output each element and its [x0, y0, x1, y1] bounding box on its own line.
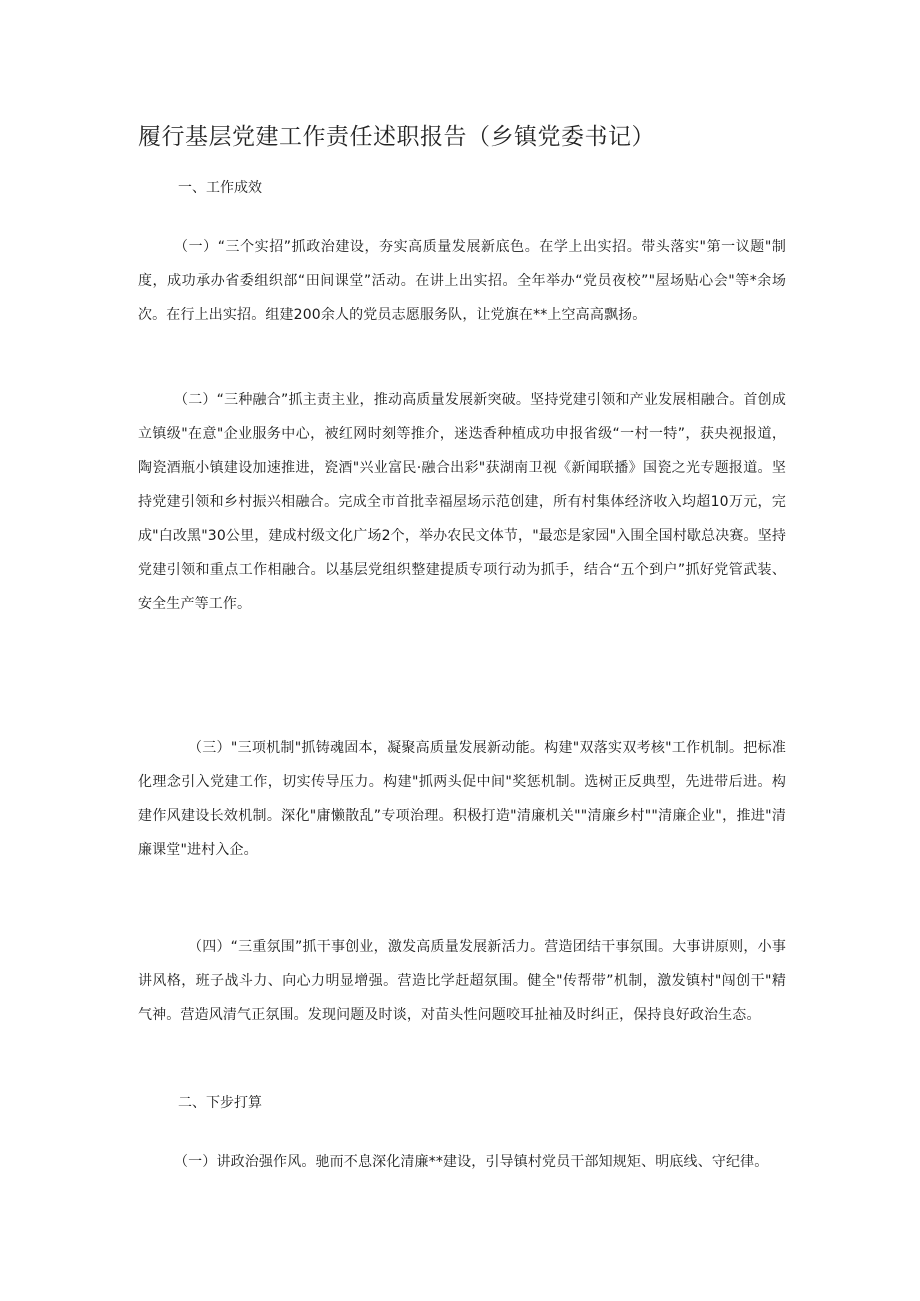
section-heading-results: 一、工作成效 [178, 180, 262, 196]
section-heading-next-steps: 二、下步打算 [178, 1095, 262, 1111]
paragraph-2-main-responsibility: （二）“三种融合”抓主责主业，推动高质量发展新突破。坚持党建引领和产业发展相融合。首创成立镇级"在意"企业服务中心，被红网时刻等推介，迷迭香种植成功申报省级“一村一特”，获央视报道，陶瓷酒瓶小镇建设加速推进，瓷酒"兴业富民·融合出彩"获湖南卫视《新闻联播》国瓷之光专题报道。坚持党建引领和乡村振兴相融合。完成全市首批幸福屋场示范创建，所有村集体经济收入均超10万元，完成"白改黑"30公里，建成村级文化广场2个，举办农民文体节，"最恋是家园"入围全国村歇总决赛。坚持党建引领和重点工作相融合。以基层党组织整建提质专项行动为抓手，结合“五个到户”抓好党管武装、安全生产等工作。 [138, 392, 786, 612]
paragraph-3-mechanisms: （三）"三项机制"抓铸魂固本，凝聚高质量发展新动能。构建"双落实双考核"工作机制。把标准化理念引入党建工作，切实传导压力。构建"抓两头促中间"奖惩机制。选树正反典型，先进带后进。构建作风建设长效机制。深化"庸懒散乱”专项治理。积极打造"清廉机关""清廉乡村""清廉企业"，推进"清廉课堂"进村入企。 [138, 740, 786, 858]
paragraph-1-political-building: （一）“三个实招”抓政治建设，夯实高质量发展新底色。在学上出实招。带头落实"第一议题"制度，成功承办省委组织部“田间课堂”活动。在讲上出实招。全年举办“党员夜校”"屋场贴心会"等*余场次。在行上出实招。组建200余人的党员志愿服务队，让党旗在**上空高高飘扬。 [138, 239, 786, 323]
document-title: 履行基层党建工作责任述职报告（乡镇党委书记） [138, 124, 655, 150]
paragraph-5-politics-style: （一）讲政治强作风。驰而不息深化清廉**建设，引导镇村党员干部知规矩、明底线、守纪律。 [174, 1154, 769, 1170]
paragraph-4-atmosphere: （四）“三重氛围”抓干事创业，激发高质量发展新活力。营造团结干事氛围。大事讲原则，小事讲风格，班子战斗力、向心力明显增强。营造比学赶超氛围。健全"传帮带”机制，激发镇村"闯创干"精气神。营造风清气正氛围。发现问题及时谈，对苗头性问题咬耳扯袖及时纠正，保持良好政治生态。 [138, 939, 786, 1023]
